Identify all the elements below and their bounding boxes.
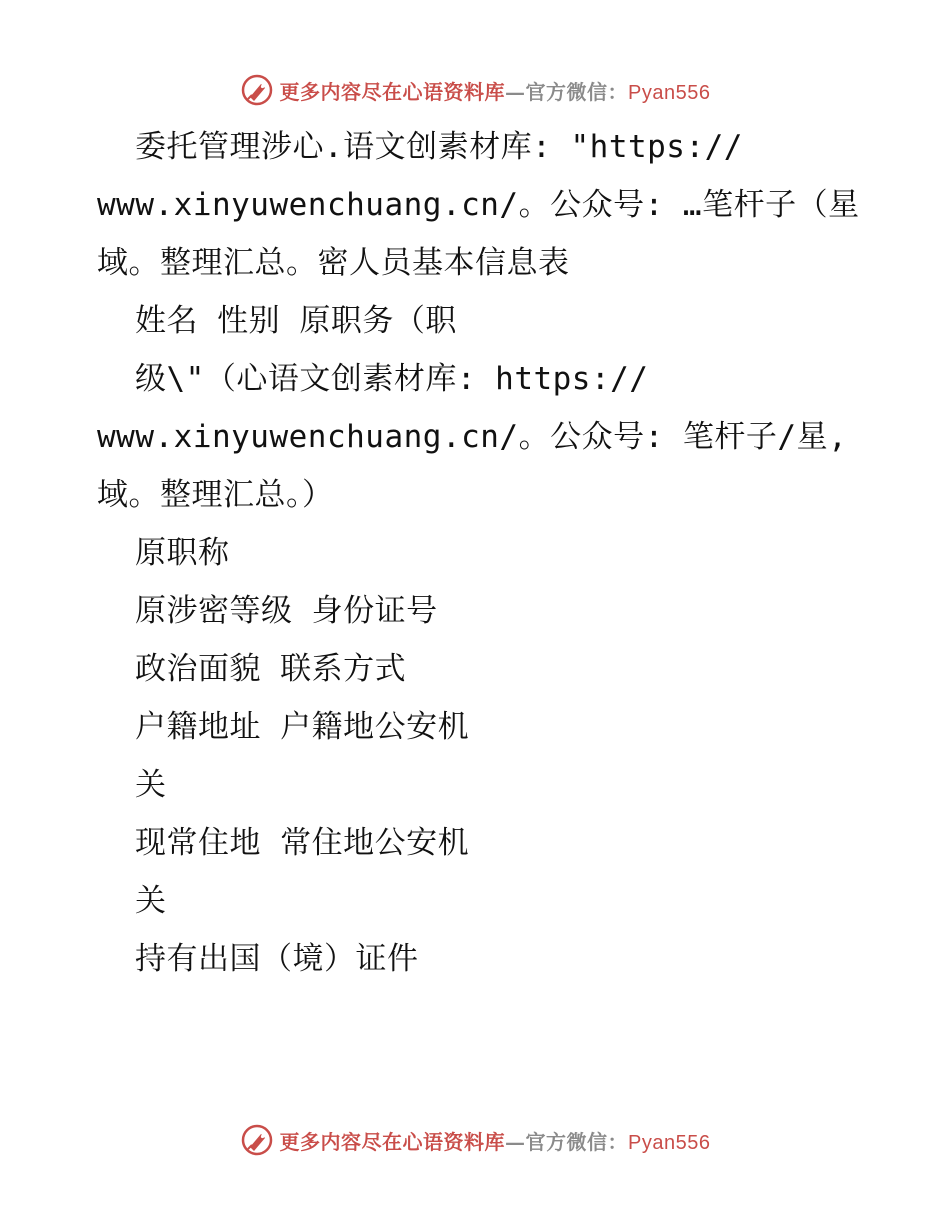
header-watermark-banner: [0, 70, 950, 110]
document-body: [97, 118, 860, 988]
banner-site-name: 更多内容尽在心语资料库: [279, 79, 506, 104]
body-line: 关: [135, 883, 167, 919]
body-line: 级\"（心语文创素材库: https://: [135, 361, 649, 397]
pen-nib-logo-icon: [240, 1123, 274, 1157]
banner-wechat-id: Pyan556: [628, 1131, 711, 1154]
body-line: 关: [135, 767, 167, 803]
body-line: 户籍地址 户籍地公安机: [135, 709, 470, 745]
body-line: 域。整理汇总。）: [97, 477, 334, 513]
pen-nib-logo-icon: [240, 73, 274, 107]
banner-content: [240, 1123, 711, 1157]
banner-text: [280, 76, 711, 105]
body-line: 原涉密等级 身份证号: [135, 593, 438, 629]
body-line: 委托管理涉心.语文创素材库: "https://: [135, 129, 743, 165]
banner-text: [280, 1126, 711, 1155]
banner-content: [240, 73, 711, 107]
body-line: 现常住地 常住地公安机: [135, 825, 470, 861]
banner-wechat-label: —官方微信：: [505, 79, 629, 104]
body-line: www.xinyuwenchuang.cn/。公众号: …笔杆子（星: [97, 187, 860, 223]
body-line: 姓名 性别 原职务（职: [135, 303, 457, 339]
body-line: www.xinyuwenchuang.cn/。公众号: 笔杆子/星,: [97, 419, 848, 455]
body-line: 持有出国（境）证件: [135, 941, 419, 977]
body-line: 域。整理汇总。密人员基本信息表: [97, 245, 570, 281]
body-line: 原职称: [135, 535, 230, 571]
banner-wechat-id: Pyan556: [628, 81, 711, 104]
banner-site-name: 更多内容尽在心语资料库: [279, 1129, 506, 1154]
banner-wechat-label: —官方微信：: [505, 1129, 629, 1154]
body-line: 政治面貌 联系方式: [135, 651, 407, 687]
footer-watermark-banner: [0, 1120, 950, 1160]
